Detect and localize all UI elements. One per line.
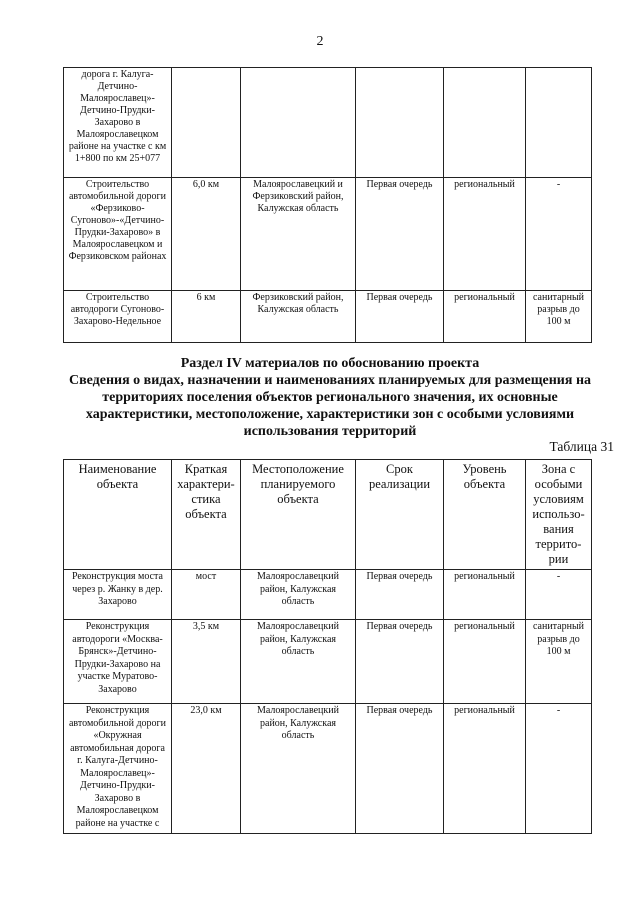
table-row [64, 620, 592, 704]
table-cell [241, 68, 356, 178]
table-cell: Реконструкция автодороги «Москва-Брянск»-Детчино-Прудки-Захарово на участке Муратово-Захарово [64, 620, 172, 704]
table-cell: - [526, 704, 592, 834]
table-cell [356, 68, 444, 178]
section-title: Раздел IV материалов по обоснованию проекта [180, 356, 480, 371]
table-row [64, 291, 592, 343]
table-cell: региональный [444, 178, 526, 291]
column-header: Местоположение планируемого объекта [241, 460, 356, 570]
table-cell: Строительство автомобильной дороги «Ферзиково-Сугоново»-«Детчино-Прудки-Захарово» в Малоярославецком и Ферзиковском районах [64, 178, 172, 291]
page-number: 2 [316, 34, 324, 49]
table-label: Таблица 31 [549, 439, 614, 454]
column-header: Зона с особыми условиям использо-вания террито-рии [526, 460, 592, 570]
column-header: Краткая характери-стика объекта [172, 460, 241, 570]
table-row [64, 68, 592, 178]
table-cell: Реконструкция автомобильной дороги «Окружная автомобильная дорога г. Калуга-Детчино-Малоярославец»-Детчино-Прудки-Захарово в Малоярославецком районе на участке с [64, 704, 172, 834]
table-cell: санитарный разрыв до 100 м [526, 291, 592, 343]
table-header-row [64, 460, 592, 570]
table-cell: Первая очередь [356, 178, 444, 291]
table-cell: - [526, 570, 592, 620]
table-cell [172, 68, 241, 178]
column-header: Наименование объекта [64, 460, 172, 570]
table-cell: мост [172, 570, 241, 620]
table-row [64, 704, 592, 834]
table-cell: Первая очередь [356, 570, 444, 620]
table-cell: региональный [444, 570, 526, 620]
table-cell: Первая очередь [356, 704, 444, 834]
table-cell: 3,5 км [172, 620, 241, 704]
objects-table [63, 459, 592, 834]
table-cell: региональный [444, 620, 526, 704]
section-heading [60, 355, 600, 440]
table-cell: Первая очередь [356, 620, 444, 704]
column-header: Срок реализации [356, 460, 444, 570]
table-cell: санитарный разрыв до 100 м [526, 620, 592, 704]
table-row [64, 570, 592, 620]
table-cell: Первая очередь [356, 291, 444, 343]
table-cell: 6 км [172, 291, 241, 343]
table-cell: региональный [444, 704, 526, 834]
table-cell: Реконструкция моста через р. Жанку в дер. Захарово [64, 570, 172, 620]
table-cell [444, 68, 526, 178]
continued-table [63, 67, 592, 343]
table-cell: Малоярославецкий и Ферзиковский район, Калужская область [241, 178, 356, 291]
table-cell [526, 68, 592, 178]
table-cell: - [526, 178, 592, 291]
table-cell: дорога г. Калуга-Детчино-Малоярославец»-Детчино-Прудки-Захарово в Малоярославецком районе на участке с км 1+800 по км 25+077 [64, 68, 172, 178]
table-row [64, 178, 592, 291]
table-cell: Малоярославецкий район, Калужская область [241, 704, 356, 834]
section-subtitle: Сведения о видах, назначении и наименованиях планируемых для размещения на территориях поселения объектов регионального значения, их основные характеристики, местоположение, характеристики зон с особыми условиями использования территорий [68, 373, 592, 439]
table-cell: Строительство автодороги Сугоново-Захарово-Недельное [64, 291, 172, 343]
column-header: Уровень объекта [444, 460, 526, 570]
table-cell: 6,0 км [172, 178, 241, 291]
table-cell: региональный [444, 291, 526, 343]
table-cell: Малоярославецкий район, Калужская область [241, 620, 356, 704]
table-cell: Ферзиковский район, Калужская область [241, 291, 356, 343]
table-cell: Малоярославецкий район, Калужская область [241, 570, 356, 620]
table-cell: 23,0 км [172, 704, 241, 834]
